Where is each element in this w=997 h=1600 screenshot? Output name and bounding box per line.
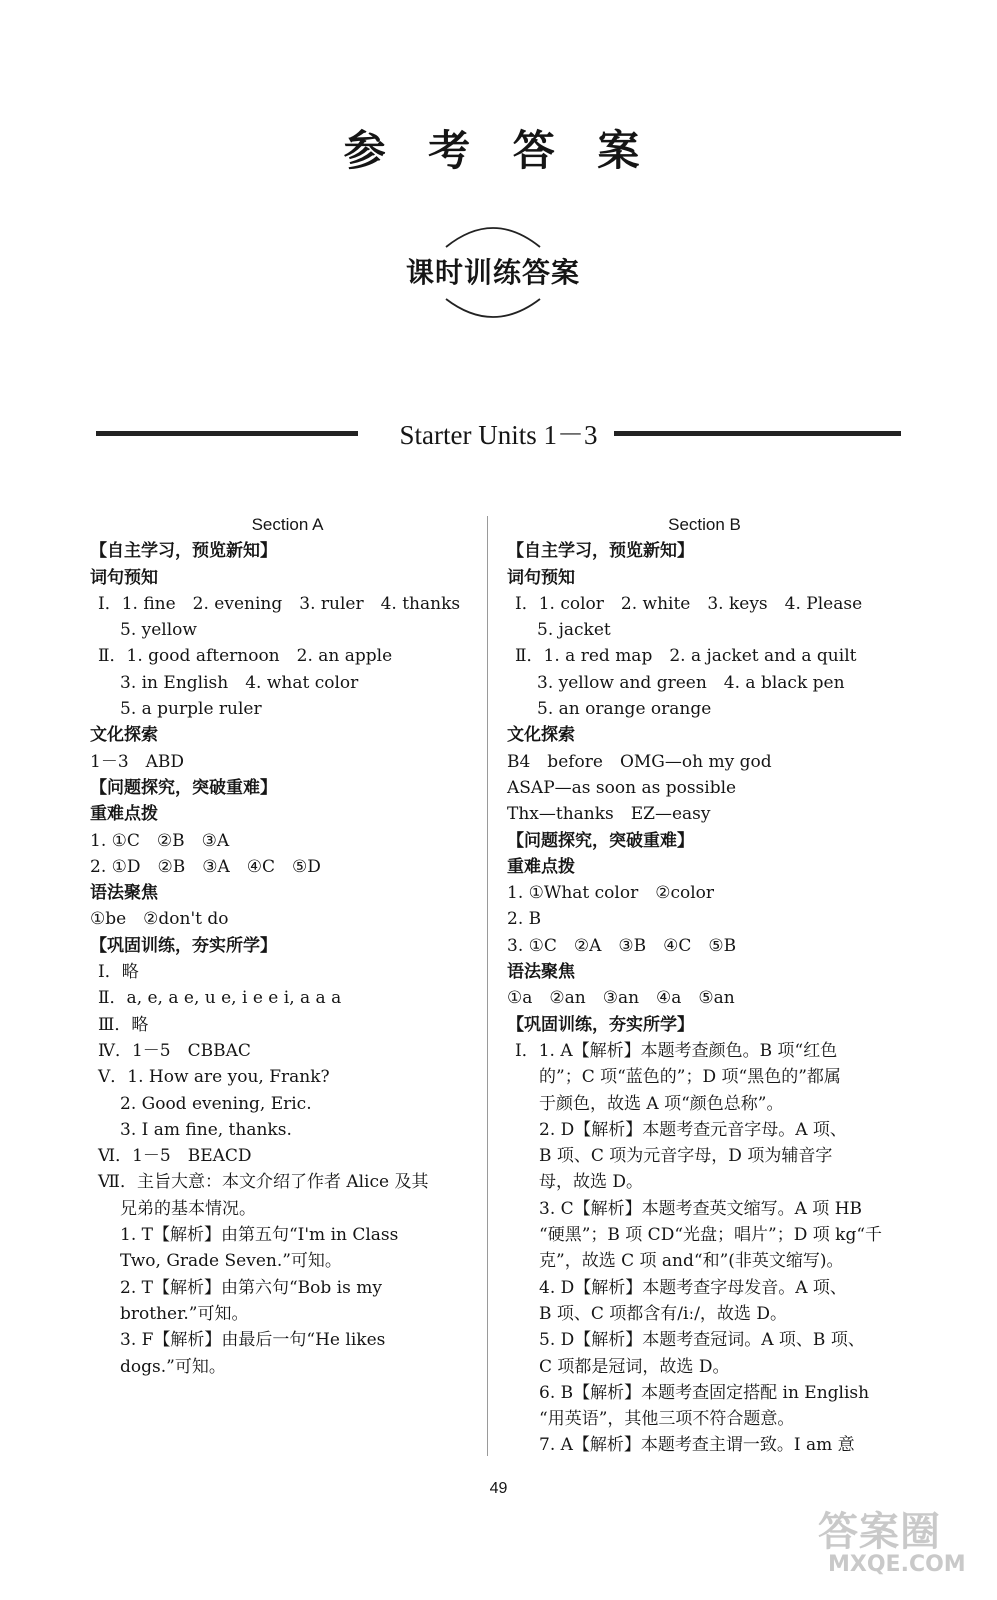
answer-line: Ⅱ．1. a red map 2. a jacket and a quilt xyxy=(515,646,857,667)
answer-line: 1. T【解析】由第五句“I'm in Class xyxy=(120,1225,399,1246)
section-heading: 语法聚焦 xyxy=(90,883,158,904)
section-heading: 重难点拨 xyxy=(90,804,158,825)
watermark-logo-text: 答案圈 xyxy=(818,1509,941,1555)
answer-line: “硬黑”；B 项 CD“光盘；唱片”；D 项 kg“千 xyxy=(539,1225,883,1246)
answer-line: 1－3 ABD xyxy=(90,751,185,772)
answer-line: ①a ②an ③an ④a ⑤an xyxy=(507,988,735,1009)
answer-line: 6. B【解析】本题考查固定搭配 in English xyxy=(539,1382,870,1403)
answer-line: 4. D【解析】本题考查字母发音。A 项、 xyxy=(539,1277,847,1298)
answer-line: ASAP—as soon as possible xyxy=(507,777,737,798)
section-heading: 文化探索 xyxy=(90,725,158,746)
answer-line: Ⅰ．略 xyxy=(98,962,139,983)
watermark-logo xyxy=(818,1500,983,1585)
section-heading: 词句预知 xyxy=(507,567,575,588)
page-number: 49 xyxy=(489,1480,508,1497)
section-heading: 重难点拨 xyxy=(507,856,575,877)
answer-line: 1. ①C ②B ③A xyxy=(90,830,230,851)
answer-line: B4 before OMG—oh my god xyxy=(507,751,772,772)
answer-line: ①be ②don't do xyxy=(90,909,229,930)
section-heading: 文化探索 xyxy=(507,725,575,746)
answer-line: 5. jacket xyxy=(537,620,611,641)
answer-line: “用英语”，其他三项不符合题意。 xyxy=(539,1409,795,1430)
section-heading: 【问题探究，突破重难】 xyxy=(90,777,277,798)
section-b-title: Section B xyxy=(668,515,741,534)
answer-line: Two, Grade Seven.”可知。 xyxy=(120,1251,342,1272)
section-heading: 【巩固训练，夯实所学】 xyxy=(507,1014,694,1035)
left-rule xyxy=(96,431,358,436)
answer-line: brother.”可知。 xyxy=(120,1303,249,1324)
answer-line: 3. yellow and green 4. a black pen xyxy=(537,672,845,693)
answer-line: 克”，故选 C 项 and“和”(非英文缩写)。 xyxy=(539,1251,844,1272)
answer-line: 兄弟的基本情况。 xyxy=(120,1198,256,1219)
answer-line: 2. D【解析】本题考查元音字母。A 项、 xyxy=(539,1119,847,1140)
subtitle-ornament xyxy=(368,215,618,325)
unit-header xyxy=(96,418,901,448)
answer-line: 7. A【解析】本题考查主谓一致。I am 意 xyxy=(539,1435,855,1456)
section-a-column xyxy=(90,512,485,1380)
section-b-column xyxy=(507,512,902,1459)
answer-line: Ⅰ．1. A【解析】本题考查颜色。B 项“红色 xyxy=(515,1040,838,1061)
section-a-lines xyxy=(90,538,485,1380)
answer-line: 2. Good evening, Eric. xyxy=(120,1093,312,1114)
answer-line: Ⅶ．主旨大意：本文介绍了作者 Alice 及其 xyxy=(98,1172,429,1193)
answer-line: 5. an orange orange xyxy=(537,699,712,720)
page-title: 参 考 答 案 xyxy=(343,126,654,175)
answer-line: 5. a purple ruler xyxy=(120,699,262,720)
answer-line: B 项、C 项为元音字母，D 项为辅音字 xyxy=(539,1146,833,1167)
answer-line: Ⅱ．1. good afternoon 2. an apple xyxy=(98,646,393,667)
section-b-lines xyxy=(507,538,902,1458)
answer-line: Ⅰ．1. color 2. white 3. keys 4. Please xyxy=(515,593,863,614)
answer-line: 1. ①What color ②color xyxy=(507,883,715,904)
column-divider xyxy=(487,516,488,1456)
answer-line: 2. B xyxy=(507,909,542,930)
answer-line: 5. yellow xyxy=(120,620,197,641)
unit-title: Starter Units 1－3 xyxy=(399,420,598,450)
section-heading: 【问题探究，突破重难】 xyxy=(507,830,694,851)
answer-line: Ⅳ．1－5 CBBAC xyxy=(98,1040,251,1061)
answer-line: 3. C【解析】本题考查英文缩写。A 项 HB xyxy=(539,1198,863,1219)
answer-line: Thx—thanks EZ—easy xyxy=(507,804,711,825)
answer-line: 2. T【解析】由第六句“Bob is my xyxy=(120,1277,382,1298)
section-heading: 【自主学习，预览新知】 xyxy=(90,541,277,562)
answer-line: Ⅲ．略 xyxy=(98,1014,149,1035)
answer-line: C 项都是冠词，故选 D。 xyxy=(539,1356,730,1377)
answer-line: 3. F【解析】由最后一句“He likes xyxy=(120,1330,386,1351)
answer-line: dogs.”可知。 xyxy=(120,1356,226,1377)
answer-line: 2. ①D ②B ③A ④C ⑤D xyxy=(90,856,321,877)
answer-line: 3. ①C ②A ③B ④C ⑤B xyxy=(507,935,737,956)
section-heading: 【巩固训练，夯实所学】 xyxy=(90,935,277,956)
right-rule xyxy=(614,431,901,436)
answer-line: 的”；C 项“蓝色的”；D 项“黑色的”都属 xyxy=(539,1067,841,1088)
answer-line: Ⅱ．a, e, a e, u e, i e e i, a a a xyxy=(98,988,342,1009)
watermark-url: MXQE.COM xyxy=(828,1552,966,1577)
answer-line: 于颜色，故选 A 项“颜色总称”。 xyxy=(539,1093,784,1114)
answer-line: 母，故选 D。 xyxy=(539,1172,644,1193)
answer-line: Ⅴ．1. How are you, Frank? xyxy=(98,1067,330,1088)
answer-line: Ⅰ．1. fine 2. evening 3. ruler 4. thanks xyxy=(98,593,461,614)
section-heading: 语法聚焦 xyxy=(507,962,575,983)
answer-line: B 项、C 项都含有/iː/，故选 D。 xyxy=(539,1303,787,1324)
subtitle: 课时训练答案 xyxy=(405,256,580,289)
section-heading: 词句预知 xyxy=(90,567,158,588)
answer-line: 3. in English 4. what color xyxy=(120,672,359,693)
answer-line: 3. I am fine, thanks. xyxy=(120,1119,292,1140)
answer-line: Ⅵ．1－5 BEACD xyxy=(98,1146,252,1167)
section-a-title: Section A xyxy=(251,515,324,534)
section-heading: 【自主学习，预览新知】 xyxy=(507,541,694,562)
answer-line: 5. D【解析】本题考查冠词。A 项、B 项、 xyxy=(539,1330,865,1351)
